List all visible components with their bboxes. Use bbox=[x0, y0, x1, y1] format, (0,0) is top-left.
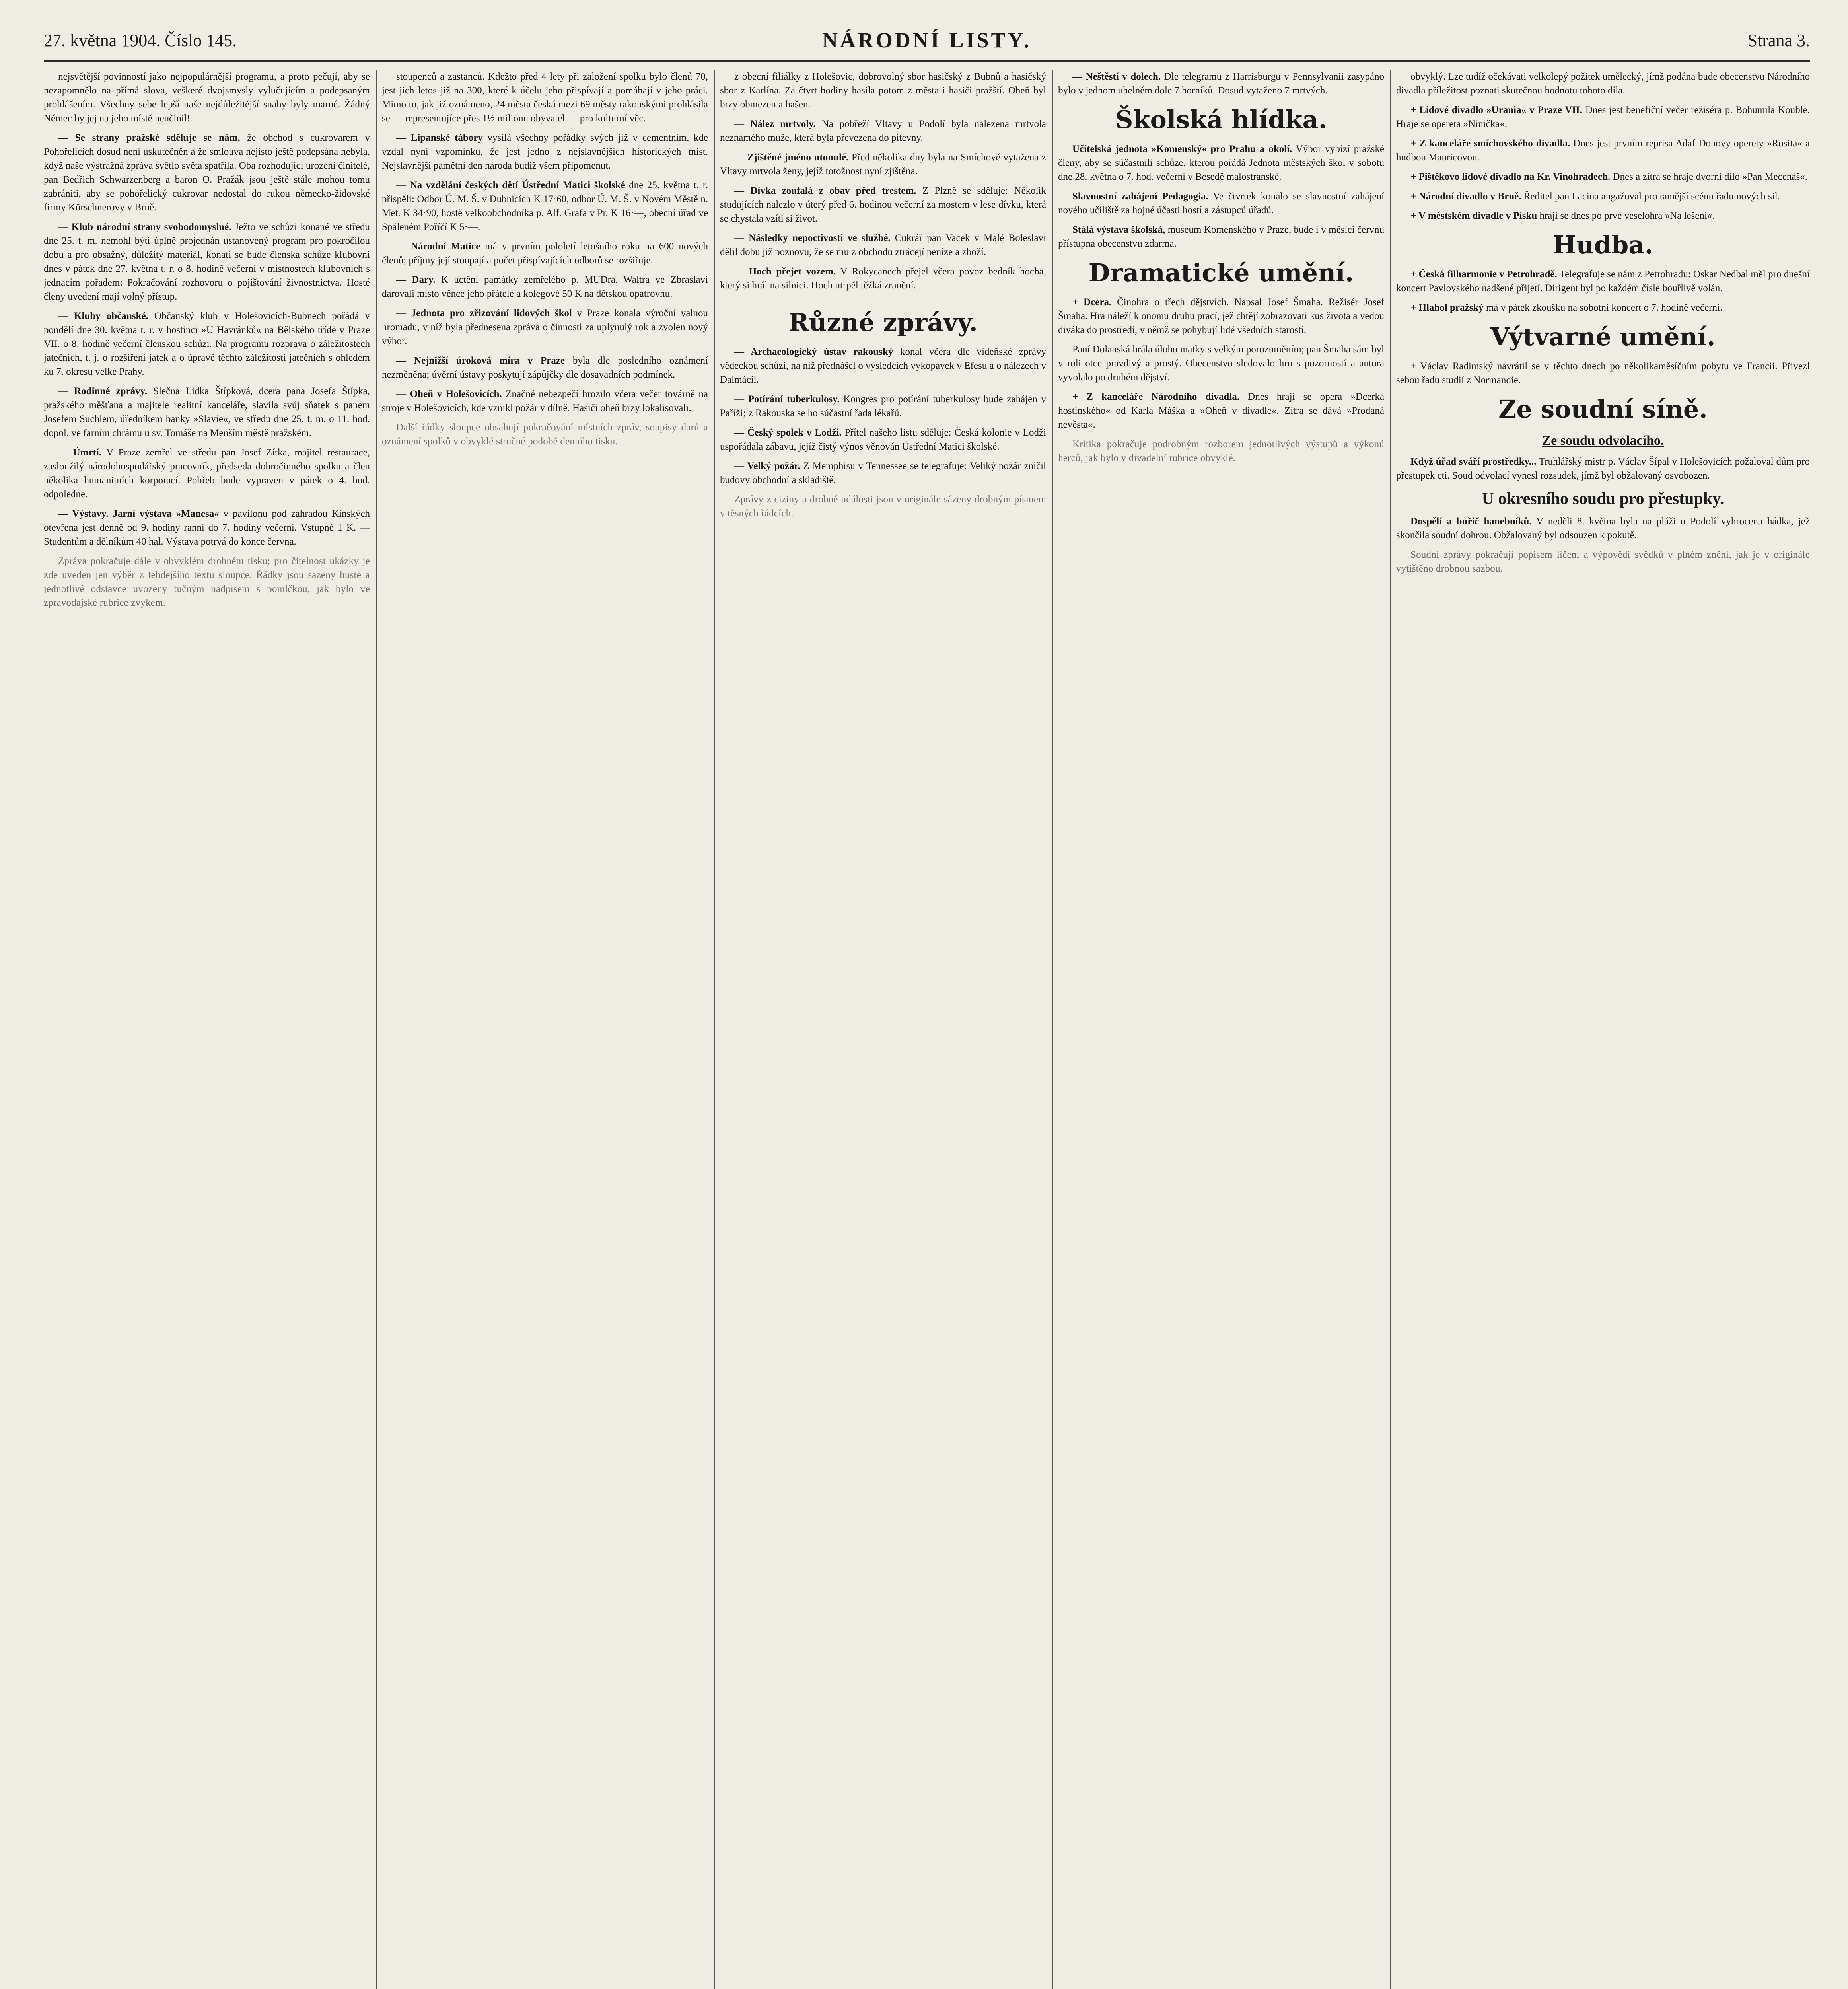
article bbox=[382, 387, 708, 415]
article-body: Dnes hrají se opera »Dcerka hostinského« od Karla Máška a »Oheň v divadle«. Zítra se dává »Prodaná nevěsta«. bbox=[1058, 391, 1384, 430]
section-heading-hudba: Hudba. bbox=[1552, 230, 1653, 259]
article-body: Dnes jest prvním reprisa Adaf-Donovy operety »Rosita« a hudbou Mauricovou. bbox=[1396, 138, 1810, 163]
article-lead: — Se strany pražské sděluje se nám, bbox=[58, 132, 240, 143]
article-lead: — Zjištěné jméno utonulé. bbox=[734, 152, 849, 163]
article-body: Přítel našeho listu sděluje: Česká kolonie v Lodži uspořádala zábavu, jejíž čistý výnos věnován Ústřední Matici školské. bbox=[720, 427, 1046, 452]
article-lead: — Kluby občanské. bbox=[58, 311, 148, 321]
article-lead: — Oheň v Holešovicích. bbox=[396, 389, 502, 399]
article-body: museum Komenského v Praze, bude i v měsíci červnu přístupna obecenstvu zdarma. bbox=[1058, 224, 1384, 249]
article-lead: + Z kanceláře smíchovského divadla. bbox=[1410, 138, 1570, 149]
column-filler: Další řádky sloupce obsahují pokračování místních zpráv, soupisy darů a oznámení spolků v obvyklé stručné podobě denního tisku. bbox=[382, 422, 708, 447]
article-body: Dle telegramu z Harrisburgu v Pennsylvanii zasypáno bylo v jednom uhelném dole 7 horníků. Dosud vytaženo 7 mrtvých. bbox=[1058, 71, 1384, 96]
article-body: má v prvním pololetí letošního roku na 600 nových členů; příjmy její stoupají a počet přispívajících odborů se rozšiřuje. bbox=[382, 241, 708, 266]
article-body: že obchod s cukrovarem v Pohořelicích dosud není uskutečněn a že smlouva nejisto ještě podepsána nebyla, když naše výstražná zpráva světlo světa spatřila. Oba rozhodující urození činitelé, pan Bedřich Schwarzenberg a baron O. Pražák jsou ještě stále mohou tomu zabrániti, aby se pohořelický cukrovar nedostal do rukou německo-židovské firmy Kürschnerovy v Brně. bbox=[44, 132, 370, 213]
article-body: Ježto ve schůzi konané ve středu dne 25. t. m. nemohl býti úplně projednán ustanovený program pro pokročilou dobu a pro obsažný, důležitý materiál, konati se bude členská schůze klubovní dnes v pátek dne 27. května t. r. o 8. hodině večerní v místnostech klubovních s jednacím pořadem: Pokračování rozhovoru o pojištování živnostnictva. Hosté členy uvedení mají volný přístup. bbox=[44, 222, 370, 302]
article bbox=[382, 131, 708, 173]
article bbox=[1396, 103, 1810, 131]
article: z obecní filiálky z Holešovic, dobrovolný sbor hasičský z Bubnů a hasičský sbor z Karlína. Za čtvrt hodiny hasila potom z města i hasiči pražští. Oheň byl brzy obmezen a hašen. bbox=[720, 71, 1046, 110]
article-body: Ředitel pan Lacina angažoval pro tamější scénu řadu nových sil. bbox=[1521, 191, 1780, 202]
article bbox=[1396, 170, 1810, 184]
article: obvyklý. Lze tudíž očekávati velkolepý požitek umělecký, jímž podána bude obecenstvu Národního divadla příležitost poznati skutečnou hodnotu tohoto díla. bbox=[1396, 71, 1810, 96]
section-heading-dramaticke-umeni: Dramatické umění. bbox=[1088, 258, 1354, 287]
article bbox=[720, 231, 1046, 259]
article-body: Dnes a zítra se hraje dvorní dílo »Pan Mecenáš«. bbox=[1610, 171, 1807, 182]
article: stoupenců a zastanců. Kdežto před 4 lety při založení spolku bylo členů 70, jest jich letos již na 300, které k účelu jeho přispívají a pomáhají v jeho práci. Mimo to, jak již oznámeno, 24 města česká mezi 69 městy rakouskými prohlásila se — representujíce přes 1½ milionu obyvatel — pro kulturní věc. bbox=[382, 71, 708, 124]
article-body: v pavilonu pod zahradou Kinských otevřena jest denně od 9. hodiny ranní do 7. hodiny večerní. Vstupné 1 K. — Studentům a dělníkům 40 hal. Výstava potrvá do konce června. bbox=[44, 508, 370, 547]
article bbox=[44, 446, 370, 501]
article-body: Telegrafuje se nám z Petrohradu: Oskar Nedbal měl pro dnešní koncert Pavlovského nadšené přijetí. Dirigent byl po každém čísle bouřlivě volán. bbox=[1396, 269, 1810, 294]
article bbox=[44, 220, 370, 304]
article-lead: — Lipanské tábory bbox=[396, 132, 483, 143]
article-lead: Učitelská jednota »Komenský« pro Prahu a okolí. bbox=[1072, 144, 1292, 154]
article-body: konal včera dle vídeňské zprávy vědeckou schůzi, na níž přednášel o výsledcích vykopávek v Efesu a o nálezech v Dalmácii. bbox=[720, 346, 1046, 385]
sub-heading-okresni-soud: U okresního soudu pro přestupky. bbox=[1482, 490, 1724, 508]
article bbox=[1058, 142, 1384, 184]
page-number: Strana 3. bbox=[1747, 31, 1810, 50]
article bbox=[1058, 390, 1384, 432]
article-body: dne 25. května t. r. přispěli: Odbor Ú. M. Š. v Dubnicích K 17·60, odbor Ú. M. Š. v Novém Městě n. Met. K 34·90, hostě velkoobchodníka p. Alf. Gräfa v Pr. K 16·—, obecní úřad ve Spáleném Poříčí K 5·—. bbox=[382, 180, 708, 232]
column-divider bbox=[376, 70, 377, 1989]
article bbox=[720, 117, 1046, 145]
column-filler: Zprávy z ciziny a drobné události jsou v originále sázeny drobným písmem v těsných řádcích. bbox=[720, 494, 1046, 519]
article-lead: Stálá výstava školská, bbox=[1072, 224, 1165, 235]
article bbox=[44, 309, 370, 379]
article-body: Truhlářský mistr p. Václav Šípal v Holešovicích požaloval dům pro přestupek cti. Soud odvolací vynesl rozsudek, jímž byl obžalovaný osvobozen. bbox=[1396, 456, 1810, 481]
article bbox=[1396, 301, 1810, 315]
column-filler: Kritika pokračuje podrobným rozborem jednotlivých výstupů a výkonů herců, jak bylo v divadelní rubrice obvyklé. bbox=[1058, 439, 1384, 463]
article bbox=[1058, 295, 1384, 337]
article bbox=[1396, 455, 1810, 483]
article-lead: — Nejnižší úroková míra v Praze bbox=[396, 355, 565, 366]
article-lead: — Jednota pro zřizování lidových škol bbox=[396, 308, 572, 319]
article bbox=[1058, 70, 1384, 97]
article-lead: — Úmrtí. bbox=[58, 447, 102, 458]
article-body: v Praze konala výroční valnou hromadu, v níž byla přednesena zpráva o činnosti za uplynulý rok a zvolen nový výbor. bbox=[382, 308, 708, 346]
article-body: Občanský klub v Holešovicích-Bubnech pořádá v pondělí dne 30. května t. r. v hostinci »U Havránků« na Bělského třídě v Praze VII. o 8. hodině večerní členskou schůzi. Na programu rozprava o záležitostech jatečních, t. j. o rozšíření jatek a o úpravě těchto záležitostí jatečních s ohledem ku 7. okresu velké Prahy. bbox=[44, 311, 370, 377]
article-lead: — Národní Matice bbox=[396, 241, 480, 252]
article-body: byla dle posledního oznámení nezměněna; úvěrní ústavy poskytují zápůjčky dle dosavadních podmínek. bbox=[382, 355, 708, 380]
sub-heading-odvolaci-soud: Ze soudu odvolacího. bbox=[1542, 433, 1664, 448]
article: + Václav Radimský navrátil se v těchto dnech po několikaměsíčním pobytu ve Francii. Přivezl sebou řadu studií z Normandie. bbox=[1396, 361, 1810, 385]
article bbox=[1396, 136, 1810, 164]
section-heading-ze-soudni-sine: Ze soudní síně. bbox=[1498, 395, 1708, 424]
article-lead: — Potírání tuberkulosy. bbox=[734, 394, 840, 405]
section-heading-ruzne-zpravy: Různé zprávy. bbox=[788, 308, 978, 337]
column-3 bbox=[720, 70, 1046, 1989]
article-lead: — Archaeologický ústav rakouský bbox=[734, 346, 893, 357]
article bbox=[382, 273, 708, 301]
article-body: Před několika dny byla na Smíchově vytažena z Vltavy mrtvola ženy, jejíž totožnost nyní zjištěna. bbox=[720, 152, 1046, 177]
article: Paní Dolanská hrála úlohu matky s velkým porozuměním; pan Šmaha sám byl v roli otce pravdivý a prostý. Obecenstvo sledovalo hru s pozorností a autora vyvolalo po druhém dějství. bbox=[1058, 344, 1384, 383]
article-lead: + Lidové divadlo »Urania« v Praze VII. bbox=[1410, 105, 1582, 115]
article bbox=[44, 384, 370, 440]
article-body: Z Plzně se sděluje: Několik studujících nalezlo v úterý před 6. hodinou večerní za mostem v lese dívku, která se chystala vzíti si život. bbox=[720, 185, 1046, 224]
article-lead: — Rodinné zprávy. bbox=[58, 386, 148, 397]
article bbox=[720, 345, 1046, 387]
article-body: vysílá všechny pořádky svých již v cementním, kde vzdal nyní vzpomínku, že jest jedno z nejslavnějších historických míst. Nejslavnější pamětní den národa budiž všem připomenut. bbox=[382, 132, 708, 171]
article-body: Z Memphisu v Tennessee se telegrafuje: Veliký požár zničil budovy obchodní a skladiště. bbox=[720, 461, 1046, 485]
article bbox=[720, 426, 1046, 453]
article: nejsvětější povinností jako nejpopulárnější programu, a proto pečují, aby se nezapomnělo na přímá slova, veškeré dvojsmysly vylučujícím a podepsaným prohlášením. Všechny sebe lepší naše nejdůležitější snahy byly marné. Žádný Němec by jej na jeho místě neučinil! bbox=[44, 71, 370, 124]
column-divider bbox=[714, 70, 715, 1989]
article-lead: + Dcera. bbox=[1072, 297, 1112, 307]
article-body: Slečna Lidka Štípková, dcera pana Josefa Štípka, pražského měšťana a majitele realitní kanceláře, slavila svůj sňatek s panem Josefem Suchlem, úředníkem banky »Slavie«, ve středu dne 25. t. m. o 11. hod. dopol. ve farním chrámu u sv. Tomáše na Menším městě pražském. bbox=[44, 386, 370, 438]
article-body: Činohra o třech dějstvích. Napsal Josef Šmaha. Režisér Josef Šmaha. Hra náleží k onomu druhu prací, jež chtějí zobrazovati kus života a vedou diváka do prostředí, v němž se pohybují lidé všedních starostí. bbox=[1058, 297, 1384, 335]
column-divider bbox=[1390, 70, 1391, 1989]
article-lead: + Česká filharmonie v Petrohradě. bbox=[1410, 269, 1557, 280]
article bbox=[382, 306, 708, 348]
column-4 bbox=[1058, 70, 1384, 1989]
article-lead: — Dívka zoufalá z obav před trestem. bbox=[734, 185, 916, 196]
article-body: V neděli 8. května byla na pláži u Podolí vyhrocena hádka, jež skončila soudní dohrou. Obžalovaný byl odsouzen k pokutě. bbox=[1396, 516, 1810, 541]
article bbox=[44, 131, 370, 214]
article-lead: + Hlahol pražský bbox=[1410, 302, 1484, 313]
article-lead: — Následky nepoctivosti ve službě. bbox=[734, 233, 891, 243]
article-body: Výbor vybízí pražské členy, aby se súčastnili schůze, kterou pořádá Jednota městských škol v sobotu dne 28. května o 7. hod. večerní v Besedě malostranské. bbox=[1058, 144, 1384, 182]
article bbox=[44, 507, 370, 549]
article-lead: + Národní divadlo v Brně. bbox=[1410, 191, 1521, 202]
column-divider bbox=[1052, 70, 1053, 1989]
column-filler: Soudní zprávy pokračují popisem líčení a výpovědí svědků v plném znění, jak je v originále vytištěno drobnou sazbou. bbox=[1396, 549, 1810, 574]
article-body: V Praze zemřel ve středu pan Josef Zítka, majitel restaurace, zasloužilý národohospodářský pracovník, předseda dobročinného spolku a člen několika humanitních korporací. Pohřeb bude vypraven v pátek o 4. hod. odpoledne. bbox=[44, 447, 370, 500]
column-filler: Zpráva pokračuje dále v obvyklém drobném tisku; pro čitelnost ukázky je zde uveden jen výběr z tehdejšího textu sloupce. Řádky jsou sazeny hustě a jednotlivé odstavce uvozeny tučným nadpisem s pomlčkou, jak bylo ve zpravodajské rubrice zvykem. bbox=[44, 556, 370, 608]
article bbox=[1396, 514, 1810, 542]
article-lead: — Na vzdělání českých dětí Ústřední Matici školské bbox=[396, 180, 625, 191]
article-lead: + Pištěkovo lidové divadlo na Kr. Vinohradech. bbox=[1410, 171, 1611, 182]
article bbox=[1396, 267, 1810, 295]
article-body: má v pátek zkoušku na sobotní koncert o 7. hodině večerní. bbox=[1483, 302, 1723, 313]
article-lead: — Dary. bbox=[396, 274, 436, 285]
article bbox=[382, 178, 708, 234]
article-lead: + Z kanceláře Národního divadla. bbox=[1072, 391, 1239, 402]
article bbox=[1396, 189, 1810, 203]
article-lead: — Hoch přejet vozem. bbox=[734, 266, 836, 277]
article-body: hraji se dnes po prvé veselohra »Na lešení«. bbox=[1537, 210, 1715, 221]
article-body: Značné nebezpečí hrozilo včera večer továrně na stroje v Holešovicích, kde vznikl požár v dílně. Hasiči oheň brzy lokalisovali. bbox=[382, 389, 708, 413]
article bbox=[382, 354, 708, 381]
article-body: Cukrář pan Vacek v Malé Boleslavi dělil dobu již poznovu, že se mu z obchodu ztrácejí peníze a zboží. bbox=[720, 233, 1046, 257]
masthead bbox=[44, 28, 1810, 56]
column-1 bbox=[44, 70, 370, 1989]
article-lead: — Nález mrtvoly. bbox=[734, 119, 816, 129]
article-body: Ve čtvrtek konalo se slavnostní zahájení nového učiliště za hojné účasti hostí a zástupců úřadů. bbox=[1058, 191, 1384, 216]
article bbox=[720, 150, 1046, 178]
article-lead: Slavnostní zahájení Pedagogia. bbox=[1072, 191, 1208, 202]
section-heading-vytvarne-umeni: Výtvarné umění. bbox=[1490, 322, 1716, 351]
column-5 bbox=[1396, 70, 1810, 1989]
article-lead: — Velký požár. bbox=[734, 461, 800, 471]
article bbox=[1058, 223, 1384, 251]
masthead-rule bbox=[44, 60, 1810, 62]
article bbox=[720, 265, 1046, 292]
section-heading-skolska-hlidka: Školská hlídka. bbox=[1115, 105, 1327, 134]
article bbox=[1396, 209, 1810, 223]
article bbox=[720, 184, 1046, 226]
article bbox=[1058, 189, 1384, 217]
article-lead: — Klub národní strany svobodomyslné. bbox=[58, 222, 231, 232]
article-body: V Rokycanech přejel včera povoz bedník hocha, který si hrál na silnici. Hoch utrpěl těžká zranění. bbox=[720, 266, 1046, 291]
article-lead: + V městském divadle v Písku bbox=[1410, 210, 1537, 221]
article-lead: — Český spolek v Lodži. bbox=[734, 427, 842, 438]
article-lead: Dospělí a buřič hanebníků. bbox=[1410, 516, 1532, 527]
paper-title: NÁRODNÍ LISTY. bbox=[822, 28, 1032, 52]
article bbox=[382, 239, 708, 267]
article-lead: — Neštěstí v dolech. bbox=[1072, 71, 1161, 82]
date-issue: 27. května 1904. Číslo 145. bbox=[44, 31, 237, 50]
article-body: Kongres pro potírání tuberkulosy bude zahájen v Paříži; z Rakouska se ho súčastní řada lékařů. bbox=[720, 394, 1046, 418]
article-lead: — Výstavy. Jarní výstava »Manesa« bbox=[58, 508, 219, 519]
article-body: K uctění památky zemřelého p. MUDra. Waltra ve Zbraslavi darovali místo věnce jeho přátelé a kolegové 50 K na dětskou opatrovnu. bbox=[382, 274, 708, 299]
article-lead: Když úřad sváří prostředky... bbox=[1410, 456, 1537, 467]
article bbox=[720, 392, 1046, 420]
article-body: Dnes jest benefiční večer režiséra p. Bohumila Kouble. Hraje se opereta »Ninička«. bbox=[1396, 105, 1810, 129]
article-body: Na pobřeží Vltavy u Podolí byla nalezena mrtvola neznámého muže, která byla převezena do pitevny. bbox=[720, 119, 1046, 143]
column-2 bbox=[382, 70, 708, 1989]
article bbox=[720, 459, 1046, 487]
